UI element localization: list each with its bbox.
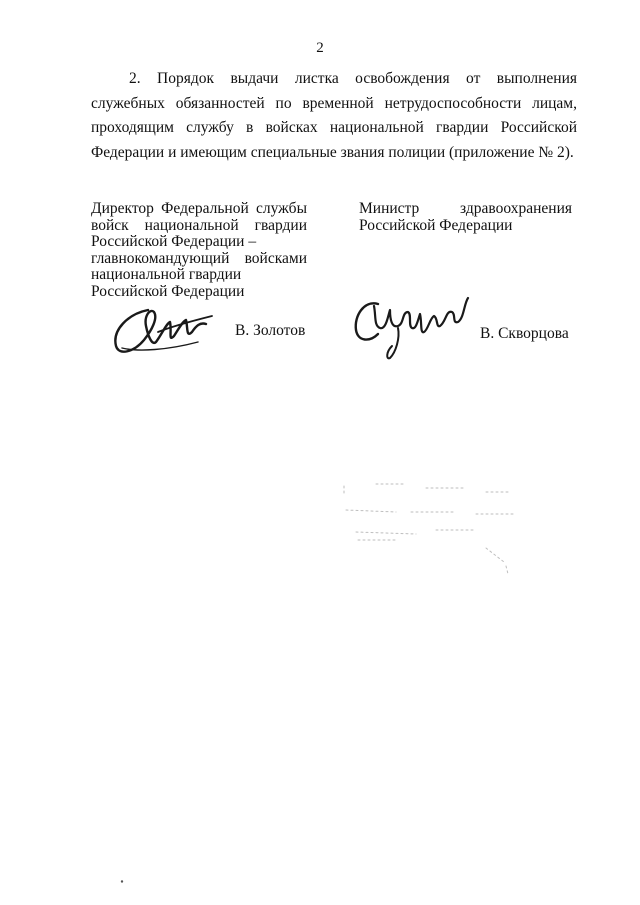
right-signatory-name: В. Скворцова <box>480 325 569 342</box>
left-title-line: войск национальной гвардии <box>91 216 307 234</box>
left-title-line: Российской Федерации – <box>91 233 257 250</box>
faint-registration-stamp <box>336 478 521 583</box>
right-title-line: Российской Федерации <box>359 216 513 234</box>
right-title-line: Министр здравоохранения <box>359 200 572 217</box>
right-handwritten-signature <box>350 290 485 362</box>
left-handwritten-signature <box>108 302 216 358</box>
scan-speck <box>120 880 124 883</box>
right-signatory-title <box>359 201 572 234</box>
left-title-line: Директор Федеральной службы <box>91 200 307 217</box>
main-paragraph: 2. Порядок выдачи листка освобождения от выполнения служебных обязанностей по временной нетрудоспособности лицам, проходящим службу в войсках национальной гвардии Российской Федерации и имеющим специальные звания полиции (приложение № 2). <box>91 70 577 161</box>
left-title-line: национальной гвардии <box>91 266 242 283</box>
left-title-line: главнокомандующий войсками <box>91 249 307 267</box>
left-signatory-title <box>91 201 307 300</box>
left-title-line: Российской Федерации <box>91 282 245 300</box>
left-signatory-name: В. Золотов <box>235 322 306 339</box>
page-number: 2 <box>316 40 324 56</box>
